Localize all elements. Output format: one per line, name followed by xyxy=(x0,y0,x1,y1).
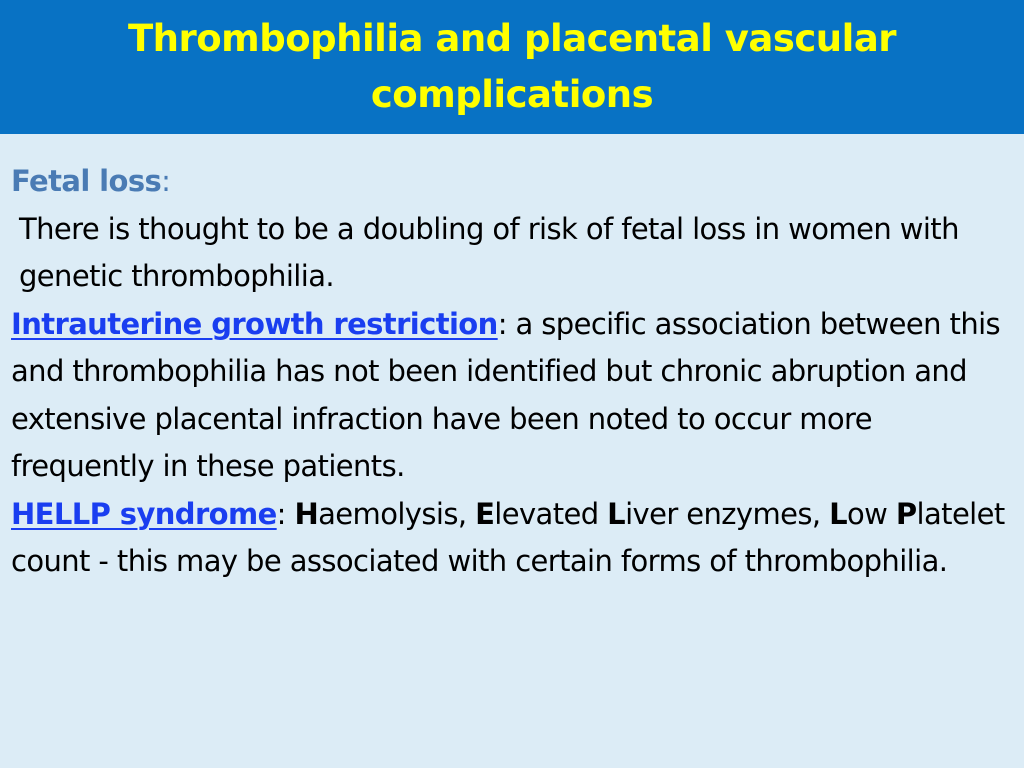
hellp-h-letter: H xyxy=(294,496,319,531)
fetal-loss-colon: : xyxy=(161,164,171,198)
hellp-e-letter: E xyxy=(475,496,495,531)
hellp-l2-rest: ow xyxy=(847,496,896,531)
title-bar xyxy=(0,0,1024,134)
hellp-h-rest: aemolysis, xyxy=(318,496,476,531)
hellp-paragraph xyxy=(11,491,1011,586)
iugr-link[interactable]: Intrauterine growth restriction xyxy=(11,306,498,341)
slide-content xyxy=(11,158,1011,586)
hellp-l2-letter: L xyxy=(829,496,847,531)
hellp-l-letter: L xyxy=(607,496,626,531)
fetal-loss-heading-line xyxy=(11,158,1011,206)
fetal-loss-text: There is thought to be a doubling of risk of fetal loss in women with genetic thrombophilia. xyxy=(19,211,959,293)
hellp-link[interactable]: HELLP syndrome xyxy=(11,496,277,531)
hellp-sep: : xyxy=(276,496,295,531)
slide-title: Thrombophilia and placental vascular complications xyxy=(127,17,897,116)
iugr-text: : a specific association between this and thrombophilia has not been identified but chronic abruption and extensive placental infraction have been noted to occur more frequently in these patients. xyxy=(11,306,1001,483)
hellp-p-letter: P xyxy=(895,496,917,531)
hellp-p-rest: latelet count - this may be associated with certain forms of thrombophilia. xyxy=(11,496,1005,578)
hellp-e-rest: levated xyxy=(494,496,608,531)
fetal-loss-heading: Fetal loss xyxy=(11,164,162,198)
iugr-paragraph xyxy=(11,301,1011,491)
hellp-l-rest: iver enzymes, xyxy=(625,496,830,531)
